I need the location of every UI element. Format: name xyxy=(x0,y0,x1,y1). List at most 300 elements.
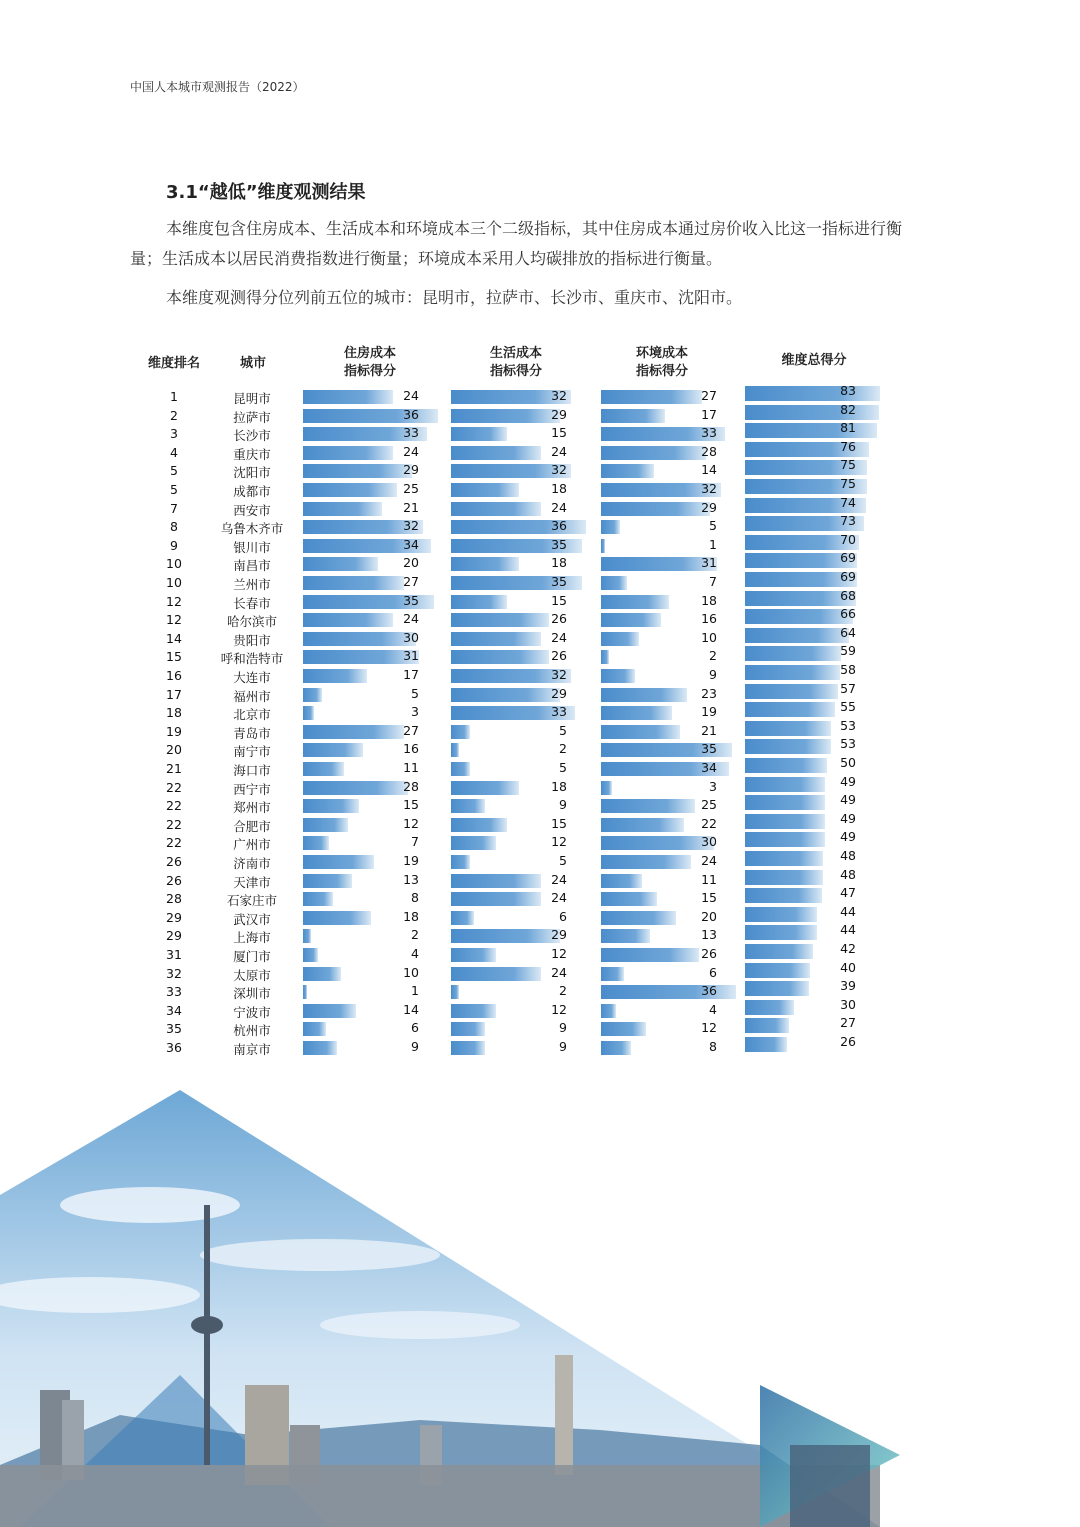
rank-cell: 15 xyxy=(166,649,182,665)
city-cell: 乌鲁木齐市 xyxy=(220,521,284,537)
living-bar-value: 36 xyxy=(551,518,567,534)
environment-bar-value: 27 xyxy=(701,388,717,403)
total-bar-value: 66 xyxy=(840,606,856,622)
housing-bar xyxy=(303,1004,356,1018)
city-cell: 拉萨市 xyxy=(233,409,271,425)
city-cell: 厦门市 xyxy=(233,949,271,964)
living-bar xyxy=(451,1004,496,1018)
living-bar-value: 29 xyxy=(551,406,567,422)
living-bar-value: 5 xyxy=(559,722,567,738)
living-bar-value: 9 xyxy=(559,797,567,813)
environment-bar-value: 21 xyxy=(701,722,717,738)
housing-bar xyxy=(303,688,322,702)
rank-cell: 29 xyxy=(166,928,182,944)
living-bar xyxy=(451,650,549,664)
environment-bar-value: 12 xyxy=(701,1020,717,1036)
living-bar-value: 18 xyxy=(551,481,567,496)
rank-cell: 35 xyxy=(166,1021,182,1037)
rank-cell: 12 xyxy=(166,593,182,609)
housing-bar-value: 2 xyxy=(411,927,419,943)
city-cell: 郑州市 xyxy=(233,800,271,816)
total-bar-value: 83 xyxy=(840,383,856,398)
environment-bar-value: 25 xyxy=(701,797,717,813)
living-bar xyxy=(451,836,496,850)
rank-cell: 5 xyxy=(170,482,178,497)
total-bar-value: 49 xyxy=(840,792,856,808)
environment-bar xyxy=(601,632,639,646)
city-cell: 昆明市 xyxy=(233,391,271,406)
city-cell: 重庆市 xyxy=(233,446,271,462)
total-bar xyxy=(745,963,810,978)
total-bar-value: 69 xyxy=(840,569,856,584)
environment-bar-value: 32 xyxy=(701,481,717,496)
total-bar xyxy=(745,832,825,847)
total-bar-value: 49 xyxy=(840,810,856,826)
total-bar xyxy=(745,888,822,903)
total-bar xyxy=(745,851,823,866)
housing-bar xyxy=(303,390,393,404)
housing-bar-value: 13 xyxy=(403,871,419,887)
total-bar-value: 26 xyxy=(840,1034,856,1049)
environment-bar xyxy=(601,706,672,720)
city-cell: 青岛市 xyxy=(233,725,271,741)
housing-bar xyxy=(303,762,344,776)
living-bar-value: 35 xyxy=(551,536,567,552)
living-bar-value: 6 xyxy=(559,908,567,924)
housing-bar xyxy=(303,613,393,627)
rank-cell: 26 xyxy=(166,854,182,869)
rank-cell: 12 xyxy=(166,612,182,628)
living-bar-value: 2 xyxy=(559,741,567,757)
environment-bar xyxy=(601,1022,646,1036)
living-bar xyxy=(451,967,541,981)
city-cell: 西宁市 xyxy=(233,781,271,797)
intro-paragraph: 本维度包含住房成本、生活成本和环境成本三个二级指标，其中住房成本通过房价收入比这一指标进行衡量；生活成本以居民消费指数进行衡量；环境成本采用人均碳排放的指标进行衡量。 xyxy=(130,219,903,268)
rank-cell: 1 xyxy=(170,389,178,404)
environment-bar xyxy=(601,967,624,981)
environment-bar xyxy=(601,911,676,925)
housing-bar xyxy=(303,892,333,906)
housing-bar-value: 15 xyxy=(403,797,419,813)
rank-cell: 22 xyxy=(166,816,182,832)
top-five-paragraph: 本维度观测得分位列前五位的城市：昆明市，拉萨市、长沙市、重庆市、沈阳市。 xyxy=(166,288,743,307)
living-bar-value: 5 xyxy=(559,760,567,775)
total-bar-value: 40 xyxy=(840,959,856,975)
environment-bar-value: 10 xyxy=(701,629,717,645)
living-bar-value: 29 xyxy=(551,685,567,701)
total-bar-value: 49 xyxy=(840,773,856,789)
environment-bar xyxy=(601,669,635,683)
city-cell: 贵阳市 xyxy=(233,632,271,648)
housing-bar xyxy=(303,948,318,962)
rank-cell: 21 xyxy=(166,761,182,776)
header-environment: 环境成本 指标得分 xyxy=(635,346,688,379)
running-header: 中国人本城市观测报告（2022） xyxy=(130,80,305,94)
section-title: 3.1“越低”维度观测结果 xyxy=(166,182,366,203)
housing-bar xyxy=(303,967,341,981)
rank-cell: 26 xyxy=(166,872,182,888)
rank-cell: 22 xyxy=(166,798,182,814)
rank-cell: 9 xyxy=(170,537,178,553)
total-bar xyxy=(745,944,813,959)
housing-bar xyxy=(303,911,371,925)
total-bar-value: 48 xyxy=(840,848,856,863)
environment-bar-value: 20 xyxy=(701,908,717,924)
living-bar-value: 33 xyxy=(551,704,567,720)
city-cell: 天津市 xyxy=(233,874,271,890)
living-bar-value: 26 xyxy=(551,648,567,664)
housing-bar-value: 4 xyxy=(411,946,419,961)
living-bar xyxy=(451,762,470,776)
living-bar xyxy=(451,502,541,516)
total-bar-value: 69 xyxy=(840,550,856,566)
environment-bar-value: 34 xyxy=(701,760,717,775)
living-bar-value: 9 xyxy=(559,1039,567,1054)
total-bar-value: 64 xyxy=(840,624,856,640)
living-bar-value: 32 xyxy=(551,667,567,682)
environment-bar-value: 33 xyxy=(701,425,717,441)
housing-bar xyxy=(303,576,404,590)
city-cell: 广州市 xyxy=(233,837,271,853)
total-bar-value: 58 xyxy=(840,662,856,677)
housing-bar-value: 1 xyxy=(411,983,419,999)
living-bar-value: 12 xyxy=(551,946,567,961)
housing-bar-value: 31 xyxy=(403,648,419,664)
rank-cell: 33 xyxy=(166,984,182,1000)
living-bar-value: 24 xyxy=(551,890,567,906)
city-cell: 呼和浩特市 xyxy=(220,651,284,667)
total-bar-value: 42 xyxy=(840,941,856,956)
rank-cell: 10 xyxy=(166,575,182,590)
housing-bar-value: 36 xyxy=(403,406,419,422)
housing-bar-value: 20 xyxy=(403,555,419,571)
living-bar-value: 2 xyxy=(559,983,567,999)
total-bar-value: 49 xyxy=(840,829,856,845)
total-bar-value: 73 xyxy=(840,513,856,529)
housing-bar xyxy=(303,1041,337,1055)
city-cell: 大连市 xyxy=(233,670,271,685)
housing-bar xyxy=(303,743,363,757)
rank-cell: 2 xyxy=(170,407,178,423)
living-bar-value: 29 xyxy=(551,927,567,943)
housing-bar-value: 30 xyxy=(403,629,419,645)
city-cell: 南昌市 xyxy=(233,558,271,574)
living-bar-value: 15 xyxy=(551,815,567,831)
city-cell: 武汉市 xyxy=(233,911,271,927)
total-bar xyxy=(745,870,823,885)
housing-bar-value: 27 xyxy=(403,574,419,589)
housing-bar xyxy=(303,1022,326,1036)
housing-bar xyxy=(303,818,348,832)
total-bar xyxy=(745,758,827,773)
city-cell: 合肥市 xyxy=(233,818,271,834)
living-bar xyxy=(451,892,541,906)
city-cell: 哈尔滨市 xyxy=(226,614,277,630)
total-bar-value: 70 xyxy=(840,531,856,547)
environment-bar-value: 14 xyxy=(701,462,717,478)
total-bar xyxy=(745,814,825,829)
housing-bar xyxy=(303,799,359,813)
housing-bar xyxy=(303,985,307,999)
living-bar-value: 18 xyxy=(551,778,567,794)
environment-bar xyxy=(601,855,691,869)
environment-bar xyxy=(601,409,665,423)
total-bar-value: 53 xyxy=(840,717,856,733)
rank-cell: 36 xyxy=(166,1040,182,1055)
rank-cell: 22 xyxy=(166,835,182,851)
header-total: 维度总得分 xyxy=(781,353,847,368)
city-cell: 长沙市 xyxy=(233,428,271,444)
environment-bar-value: 22 xyxy=(701,815,717,831)
city-cell: 长春市 xyxy=(233,595,271,611)
city-cell: 深圳市 xyxy=(233,986,271,1002)
living-bar-value: 18 xyxy=(551,555,567,571)
total-bar-value: 53 xyxy=(840,736,856,752)
rank-cell: 10 xyxy=(166,556,182,572)
total-bar xyxy=(745,981,809,996)
environment-bar xyxy=(601,725,680,739)
environment-bar-value: 7 xyxy=(709,574,717,589)
housing-bar xyxy=(303,929,311,943)
environment-bar-value: 8 xyxy=(709,1039,717,1054)
living-bar xyxy=(451,557,519,571)
total-bar xyxy=(745,386,880,401)
rank-cell: 4 xyxy=(170,444,178,460)
housing-bar-value: 10 xyxy=(403,964,419,980)
city-cell: 济南市 xyxy=(233,856,271,871)
total-bar xyxy=(745,795,825,810)
housing-bar-value: 5 xyxy=(411,685,419,701)
rank-cell: 31 xyxy=(166,947,182,962)
rank-cell: 17 xyxy=(166,686,182,702)
total-bar-value: 27 xyxy=(840,1015,856,1031)
total-bar xyxy=(745,405,879,420)
environment-bar-value: 24 xyxy=(701,853,717,868)
total-bar xyxy=(745,925,817,940)
environment-bar-value: 23 xyxy=(701,685,717,701)
environment-bar-value: 35 xyxy=(701,741,717,757)
environment-bar-value: 6 xyxy=(709,964,717,980)
environment-bar xyxy=(601,781,612,795)
living-bar-value: 9 xyxy=(559,1020,567,1036)
living-bar xyxy=(451,855,470,869)
housing-bar-value: 9 xyxy=(411,1039,419,1054)
environment-bar-value: 9 xyxy=(709,667,717,682)
header-rank: 维度排名 xyxy=(147,356,200,371)
city-cell: 上海市 xyxy=(233,930,271,946)
living-bar xyxy=(451,613,549,627)
housing-bar-value: 21 xyxy=(403,499,419,515)
total-bar-value: 82 xyxy=(840,401,856,417)
total-bar-value: 39 xyxy=(840,978,856,994)
environment-bar xyxy=(601,799,695,813)
housing-bar-value: 24 xyxy=(403,611,419,627)
rank-cell: 5 xyxy=(170,463,178,479)
header-housing: 住房成本 指标得分 xyxy=(343,346,396,379)
total-bar-value: 47 xyxy=(840,885,856,901)
city-cell: 太原市 xyxy=(233,967,271,983)
total-bar-value: 75 xyxy=(840,457,856,473)
total-bar-value: 48 xyxy=(840,866,856,882)
housing-bar-value: 27 xyxy=(403,722,419,738)
environment-bar xyxy=(601,390,702,404)
total-bar xyxy=(745,1037,787,1052)
environment-bar-value: 19 xyxy=(701,704,717,720)
housing-bar xyxy=(303,446,393,460)
rank-cell: 16 xyxy=(166,668,182,683)
housing-bar xyxy=(303,669,367,683)
living-bar-value: 24 xyxy=(551,871,567,887)
environment-bar xyxy=(601,539,605,553)
total-bar xyxy=(745,777,825,792)
living-bar-value: 5 xyxy=(559,853,567,868)
rank-cell: 34 xyxy=(166,1002,182,1018)
housing-bar xyxy=(303,725,404,739)
housing-bar-value: 16 xyxy=(403,741,419,757)
environment-bar-value: 29 xyxy=(701,499,717,515)
environment-bar xyxy=(601,464,654,478)
environment-bar xyxy=(601,1004,616,1018)
rank-cell: 18 xyxy=(166,705,182,721)
environment-bar xyxy=(601,1041,631,1055)
housing-bar xyxy=(303,557,378,571)
housing-bar xyxy=(303,874,352,888)
living-bar-value: 24 xyxy=(551,443,567,459)
housing-bar-value: 7 xyxy=(411,834,419,850)
housing-bar xyxy=(303,836,329,850)
environment-bar-value: 16 xyxy=(701,611,717,627)
city-cell: 西安市 xyxy=(233,502,271,518)
total-bar-value: 75 xyxy=(840,476,856,491)
total-bar-value: 30 xyxy=(840,996,856,1012)
header-living: 生活成本 指标得分 xyxy=(489,346,542,379)
housing-bar-value: 33 xyxy=(403,425,419,441)
living-bar-value: 15 xyxy=(551,592,567,608)
city-cell: 宁波市 xyxy=(233,1004,271,1020)
rank-cell: 22 xyxy=(166,779,182,795)
living-bar xyxy=(451,1022,485,1036)
total-bar-value: 44 xyxy=(840,903,856,919)
living-bar xyxy=(451,985,459,999)
living-bar-value: 12 xyxy=(551,1001,567,1017)
rank-cell: 19 xyxy=(166,723,182,739)
living-bar xyxy=(451,483,519,497)
living-bar xyxy=(451,874,541,888)
housing-bar xyxy=(303,483,397,497)
living-bar-value: 26 xyxy=(551,611,567,627)
living-bar xyxy=(451,911,474,925)
total-bar-value: 81 xyxy=(840,420,856,436)
city-cell: 南京市 xyxy=(233,1042,271,1057)
environment-bar xyxy=(601,688,687,702)
living-bar xyxy=(451,1041,485,1055)
living-bar xyxy=(451,781,519,795)
total-bar xyxy=(745,702,835,717)
total-bar-value: 74 xyxy=(840,494,856,510)
living-bar-value: 35 xyxy=(551,574,567,589)
housing-bar-value: 19 xyxy=(403,853,419,868)
total-bar xyxy=(745,646,841,661)
tv-tower xyxy=(204,1205,210,1465)
environment-bar xyxy=(601,576,627,590)
housing-bar-value: 8 xyxy=(411,890,419,906)
housing-bar-value: 14 xyxy=(403,1001,419,1017)
housing-bar-value: 17 xyxy=(403,667,419,682)
living-bar-value: 24 xyxy=(551,499,567,515)
housing-bar-value: 35 xyxy=(403,592,419,608)
housing-bar-value: 25 xyxy=(403,481,419,496)
total-bar-value: 50 xyxy=(840,755,856,770)
rank-cell: 8 xyxy=(170,519,178,535)
living-bar xyxy=(451,595,507,609)
housing-bar xyxy=(303,502,382,516)
environment-bar-value: 11 xyxy=(701,871,717,887)
environment-bar xyxy=(601,948,699,962)
rank-cell: 20 xyxy=(166,742,182,758)
rank-cell: 14 xyxy=(166,630,182,646)
rank-cell: 29 xyxy=(166,909,182,925)
housing-bar-value: 12 xyxy=(403,815,419,831)
total-bar-value: 59 xyxy=(840,643,856,659)
living-bar xyxy=(451,743,459,757)
living-bar xyxy=(451,427,507,441)
city-cell: 兰州市 xyxy=(233,577,271,592)
environment-bar-value: 5 xyxy=(709,518,717,534)
rank-cell: 3 xyxy=(170,426,178,442)
living-bar-value: 15 xyxy=(551,425,567,441)
total-bar xyxy=(745,907,817,922)
total-bar xyxy=(745,721,831,736)
living-bar-value: 32 xyxy=(551,388,567,403)
environment-bar xyxy=(601,613,661,627)
city-cell: 杭州市 xyxy=(233,1023,271,1039)
city-cell: 南宁市 xyxy=(233,744,271,760)
environment-bar xyxy=(601,818,684,832)
total-bar xyxy=(745,665,840,680)
environment-bar-value: 36 xyxy=(701,983,717,999)
total-bar-value: 57 xyxy=(840,680,856,696)
environment-bar-value: 4 xyxy=(709,1001,717,1017)
living-bar xyxy=(451,446,541,460)
rank-cell: 7 xyxy=(170,500,178,516)
environment-bar-value: 28 xyxy=(701,443,717,459)
total-bar-value: 44 xyxy=(840,922,856,938)
housing-bar-value: 18 xyxy=(403,908,419,924)
environment-bar-value: 1 xyxy=(709,536,717,552)
housing-bar-value: 11 xyxy=(403,760,419,775)
environment-bar-value: 3 xyxy=(709,778,717,794)
total-bar-value: 76 xyxy=(840,438,856,454)
total-bar xyxy=(745,739,831,754)
living-bar xyxy=(451,818,507,832)
living-bar-value: 32 xyxy=(551,462,567,478)
environment-bar xyxy=(601,520,620,534)
city-cell: 北京市 xyxy=(233,707,271,723)
total-bar xyxy=(745,684,838,699)
total-bar xyxy=(745,1000,794,1015)
environment-bar xyxy=(601,892,657,906)
city-skyline-image xyxy=(0,1085,1080,1527)
housing-bar-value: 29 xyxy=(403,462,419,478)
environment-bar xyxy=(601,874,642,888)
environment-bar-value: 15 xyxy=(701,890,717,906)
city-cell: 银川市 xyxy=(233,539,271,555)
housing-bar-value: 24 xyxy=(403,388,419,403)
environment-bar-value: 2 xyxy=(709,648,717,664)
housing-bar-value: 6 xyxy=(411,1020,419,1036)
city-cell: 成都市 xyxy=(233,484,271,499)
living-bar-value: 24 xyxy=(551,964,567,980)
